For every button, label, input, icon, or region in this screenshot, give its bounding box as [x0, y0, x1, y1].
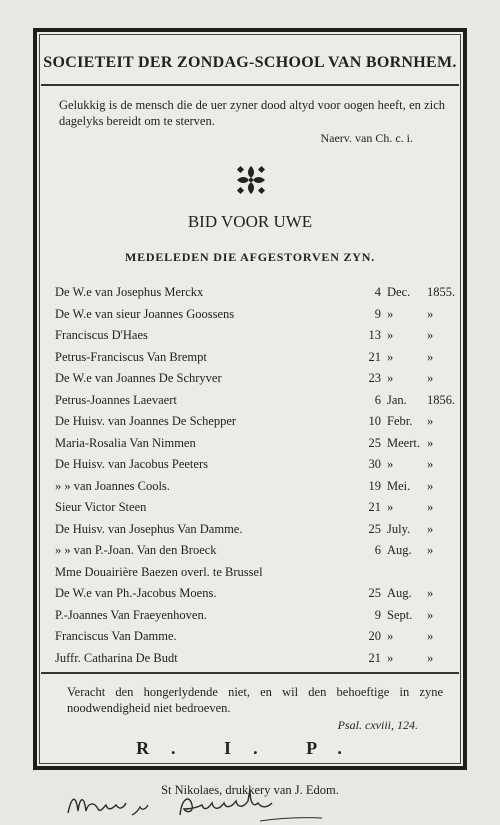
death-day: 6	[374, 543, 381, 557]
member-name: Juffr. Catharina De Budt	[55, 650, 178, 665]
list-item	[55, 583, 451, 605]
death-day: 6	[374, 392, 381, 407]
death-day: 9	[374, 607, 381, 622]
list-item	[55, 540, 451, 562]
footer-rule	[41, 672, 459, 674]
death-month: »	[387, 349, 394, 364]
list-item	[55, 562, 451, 584]
death-day: 10	[368, 414, 381, 428]
death-day: 21	[368, 650, 381, 665]
death-day: 13	[368, 328, 381, 342]
death-day: 21	[368, 500, 381, 514]
member-name: Sieur Victor Steen	[55, 500, 147, 514]
opening-quote: Gelukkig is de mensch die de uer zyner dood altyd voor oogen heeft, en zich dagelyks bereidt om te sterven.	[59, 98, 445, 128]
member-name: Mme Douairière Baezen overl. te Brussel	[55, 564, 263, 579]
member-name: De W.e van Joannes De Schryver	[55, 371, 222, 385]
death-year: »	[427, 349, 434, 364]
member-name: De Huisv. van Jacobus Peeters	[55, 457, 208, 471]
list-item	[55, 347, 451, 369]
list-item	[55, 411, 451, 433]
member-name: P.-Joannes Van Fraeyenhoven.	[55, 607, 207, 622]
rip-text: R. I. P.	[136, 738, 364, 758]
death-year: »	[427, 650, 434, 665]
death-month: »	[387, 457, 394, 471]
list-item	[55, 368, 451, 390]
death-day: 9	[374, 306, 381, 321]
list-item	[55, 433, 451, 455]
member-name: Maria-Rosalia Van Nimmen	[55, 435, 196, 450]
death-month: »	[387, 650, 394, 665]
death-month: Jan.	[387, 392, 407, 407]
death-year: »	[427, 414, 434, 428]
death-year: »	[427, 371, 434, 385]
death-year: »	[427, 629, 434, 643]
death-day: 20	[368, 629, 381, 643]
death-month: »	[387, 371, 394, 385]
list-item	[55, 605, 451, 627]
death-year: 1855.	[427, 285, 456, 299]
opening-quote-source: Naerv. van Ch. c. i.	[320, 131, 413, 145]
member-name: De W.e van Ph.-Jacobus Moens.	[55, 586, 217, 600]
death-year: »	[427, 500, 434, 514]
death-day: 4	[374, 285, 381, 299]
death-year: »	[427, 521, 434, 536]
death-year: »	[427, 435, 434, 450]
list-item	[55, 325, 451, 347]
list-item	[55, 519, 451, 541]
death-year: »	[427, 543, 434, 557]
death-year: »	[427, 586, 434, 600]
closing-quote: Veracht den hongerlydende niet, en wil den behoeftige in zyne noodwendigheid niet bedroeven.	[67, 685, 443, 715]
member-name: De W.e van sieur Joannes Goossens	[55, 306, 235, 321]
memorial-card	[33, 28, 467, 770]
member-name: Franciscus D'Haes	[55, 328, 148, 342]
death-year: 1856.	[427, 392, 456, 407]
death-day: 23	[368, 371, 381, 385]
death-day: 21	[368, 349, 381, 364]
list-item	[55, 476, 451, 498]
death-month: »	[387, 500, 394, 514]
deceased-list	[55, 282, 456, 669]
member-name: Petrus-Joannes Laevaert	[55, 392, 177, 407]
death-day: 25	[368, 521, 381, 536]
card-title: SOCIETEIT DER ZONDAG-SCHOOL VAN BORNHEM.	[43, 54, 457, 71]
death-year: »	[427, 457, 434, 471]
list-item	[55, 304, 451, 326]
closing-quote-source: Psal. cxviii, 124.	[337, 718, 418, 732]
death-month: Mei.	[387, 478, 411, 493]
member-name: Franciscus Van Damme.	[55, 629, 177, 643]
list-item	[55, 497, 451, 519]
member-name: » » van Joannes Cools.	[55, 478, 170, 493]
list-item	[55, 626, 451, 648]
death-year: »	[427, 607, 434, 622]
death-month: »	[387, 306, 394, 321]
list-item	[55, 282, 456, 304]
death-year: »	[427, 306, 434, 321]
printer-imprint: St Nikolaes, drukkery van J. Edom.	[161, 783, 339, 797]
cross-ornament-icon	[235, 164, 267, 196]
death-month: Sept.	[387, 607, 413, 622]
prayer-heading: BID VOOR UWE	[187, 212, 313, 231]
death-month: Aug.	[387, 543, 412, 557]
member-name: De Huisv. van Joannes De Schepper	[55, 414, 237, 428]
handwritten-signature	[60, 785, 330, 825]
member-name: Petrus-Franciscus Van Brempt	[55, 349, 207, 364]
death-month: Febr.	[387, 414, 413, 428]
death-year: »	[427, 478, 434, 493]
death-year: »	[427, 328, 434, 342]
prayer-subheading: MEDELEDEN DIE AFGESTORVEN ZYN.	[124, 250, 376, 264]
member-name: » » van P.-Joan. Van den Broeck	[55, 543, 217, 557]
title-rule	[41, 84, 459, 86]
death-month: July.	[387, 521, 411, 536]
death-month: »	[387, 629, 394, 643]
member-name: De Huisv. van Josephus Van Damme.	[55, 521, 243, 536]
member-name: De W.e van Josephus Merckx	[55, 285, 204, 299]
list-item	[55, 390, 456, 412]
death-month: Dec.	[387, 285, 411, 299]
death-day: 25	[368, 435, 381, 450]
list-item	[55, 648, 451, 670]
death-day: 30	[368, 457, 381, 471]
death-month: »	[387, 328, 394, 342]
death-month: Meert.	[387, 435, 420, 450]
death-day: 25	[368, 586, 381, 600]
list-item	[55, 454, 451, 476]
death-day: 19	[368, 478, 381, 493]
death-month: Aug.	[387, 586, 412, 600]
